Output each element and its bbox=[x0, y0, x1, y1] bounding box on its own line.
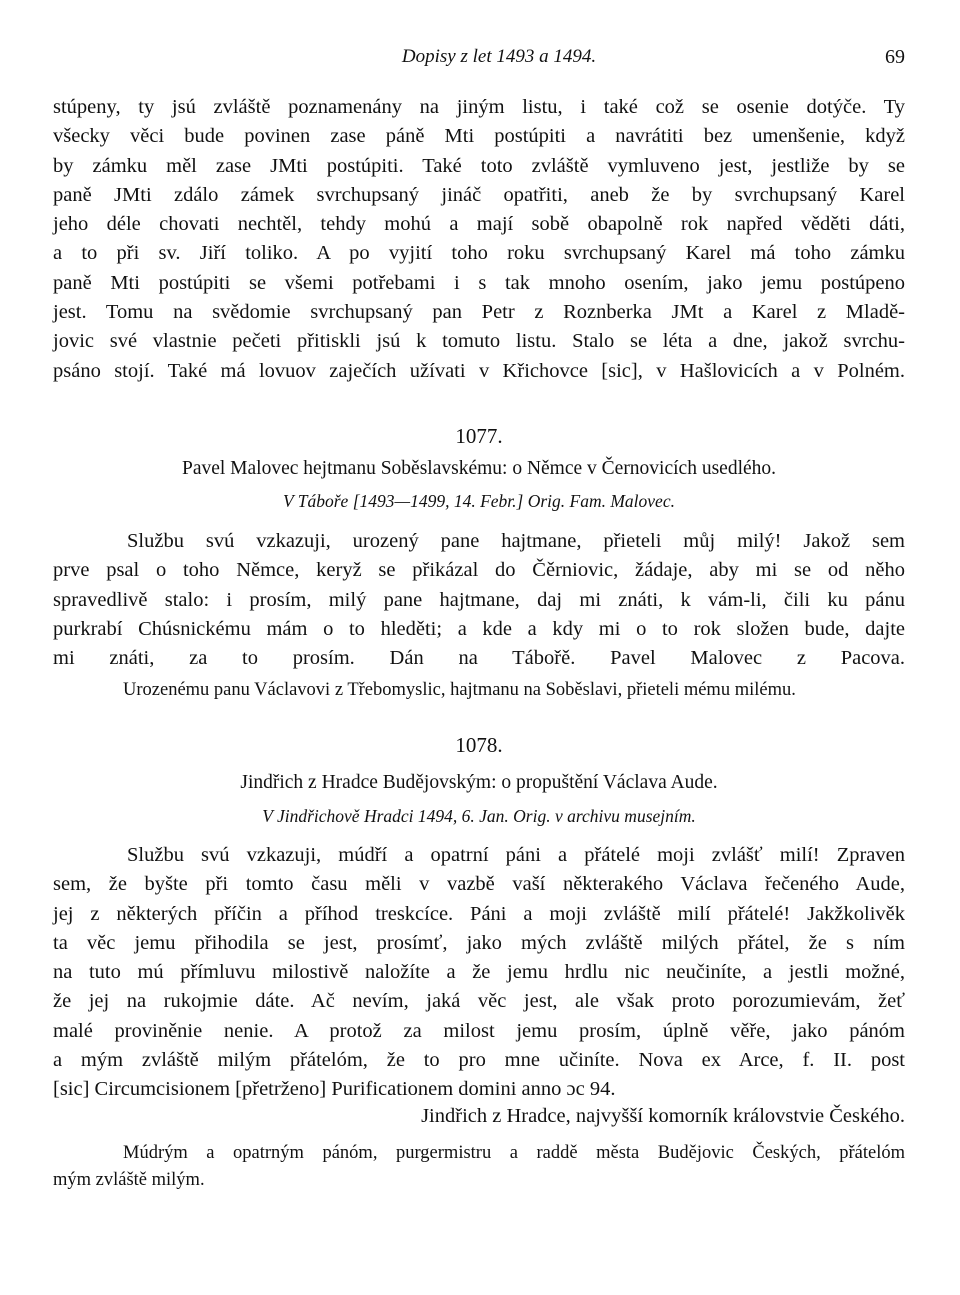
signature: Pavel Malovec z Pacova. bbox=[610, 647, 906, 670]
address-line: Urozenému panu Václavovi z Třebomyslic, hajtmanu na Soběslavi, přieteli mému milému. bbox=[123, 680, 796, 700]
book-page bbox=[53, 0, 905, 1295]
text-line: stúpeny, ty jsú zvláště poznamenány na jiným listu, i také což se osenie dotýče. Ty bbox=[53, 96, 905, 118]
address-1077 bbox=[53, 677, 905, 704]
text-line: ta věc jemu přihodila se jest, prosímť, jako mých zvláště milých přátel, že s ním bbox=[53, 931, 905, 954]
document-number-1077: 1077. bbox=[455, 424, 503, 448]
closing-text: mi znáti, za to prosím. Dán na Tábořě. bbox=[53, 647, 576, 670]
text-line: všecky věci bude povinen zase páně Mti postúpiti a navrátiti bez umenšenie, když bbox=[53, 125, 905, 148]
running-header bbox=[53, 44, 905, 74]
continuation-paragraph bbox=[53, 93, 905, 386]
text-line: jeho déle chovati nechtěl, tehdy mohú a mají sobě obapolně rok napřed věděti dáti, bbox=[53, 213, 905, 236]
text-line: sem, že byšte při tomto času měli v vazbě vaší některakého Václava řečeného Aude, bbox=[53, 873, 905, 896]
text-line: prve psal o toho Němce, keryž se přikázal do Čěrniovic, žádaje, aby mi se od něho bbox=[53, 559, 905, 582]
letter-body-1078 bbox=[53, 841, 905, 1105]
document-number-1078: 1078. bbox=[455, 733, 503, 757]
signature: Jindřich z Hradce, najvyšší komorník královstvie Českého. bbox=[421, 1105, 905, 1127]
text-line: malé proviněnie nenie. A protož za milost jemu prosím, úplně věře, jako pánóm bbox=[53, 1019, 905, 1042]
text-line: paně JMti zdálo zámek svrchupsaný jináč opatřiti, aneb že by svrchupsaný Karel bbox=[53, 183, 905, 206]
document-source-1077: V Tábořе [1493—1499, 14. Febr.] Orig. Fam. Malovec. bbox=[283, 491, 675, 511]
text-line: psáno stojí. Také má lovuov zaječích užívati v Křichovce [sic], v Hašlovicích a v Polném. bbox=[53, 359, 905, 382]
text-line: jovic své vlastnie pečeti přitiskli jsú k tomuto listu. Stalo se léta a dne, jakož svrchu- bbox=[53, 330, 905, 353]
running-title: Dopisy z let 1493 a 1494. bbox=[401, 46, 597, 67]
address-line: mým zvláště milým. bbox=[53, 1170, 205, 1190]
text-line: a mým zvláště milým přátelóm, že to pro mne učiníte. Nova ex Arce, f. II. post bbox=[53, 1049, 905, 1072]
text-line: jej z některých příčin a příhod treskcíce. Páni a moji zvláště milí přátelé! Jakžkolivěk bbox=[53, 902, 905, 925]
text-line: spravedlivě stalo: i prosím, milý pane hajtmane, daj mi znáti, k vám-li, čili ku pánu bbox=[53, 588, 905, 611]
document-heading-1078: Jindřich z Hradce Budějovským: o propuštění Václava Aude. bbox=[240, 772, 718, 793]
letter-body-1077 bbox=[53, 527, 905, 673]
text-line: purkrabí Chúsnickému mám o to hleděti; a kde a kdy mi o to rok složen bude, dajte bbox=[53, 617, 905, 640]
text-line: a to při sv. Jiří toliko. A po vyjití toho roku svrchupsaný Karel má toho zámku bbox=[53, 242, 905, 265]
text-line: paně Mti postúpiti se všemi potřebami i s tak mnoho osením, jako jemu postúpeno bbox=[53, 271, 905, 294]
text-line: Službu svú vzkazuji, múdří a opatrní páni a přátelé moji zvlášť milí! Zpraven bbox=[127, 844, 905, 866]
document-source-1078: V Jindřichově Hradci 1494, 6. Jan. Orig. v archivu musejním. bbox=[262, 806, 696, 826]
text-line: na tuto mú přímluvu milostivě naložíte a že jemu hrdlu nic neučiníte, a jestli možné, bbox=[53, 961, 905, 984]
address-line: Múdrým a opatrným pánóm, purgermistru a raddě města Budějovic Českých, přátelóm bbox=[123, 1143, 905, 1163]
text-line: Službu svú vzkazuji, urozený pane hajtmane, přieteli můj milý! Jakož sem bbox=[127, 530, 905, 552]
text-line: by zámku měl zase JMti postúpiti. Také toto zvláště vymluveno jest, jestliže by se bbox=[53, 154, 905, 177]
closing-line bbox=[53, 644, 905, 673]
document-heading-1077: Pavel Malovec hejtmanu Soběslavskému: o Němce v Černovicích usedlého. bbox=[181, 458, 777, 479]
page-number: 69 bbox=[885, 46, 905, 68]
text-line: jest. Tomu na svědomie svrchupsaný pan Petr z Roznberka JMt a Karel z Mladě- bbox=[53, 301, 905, 324]
address-1078 bbox=[53, 1140, 905, 1194]
text-line: [sic] Circumcisionem [přetrženo] Purificationem domini anno ɔc 94. bbox=[53, 1078, 616, 1101]
text-line: že jej na rukojmie dáte. Ač nevím, jaká věc jest, ale však proto porozumievám, žeť bbox=[53, 990, 905, 1013]
